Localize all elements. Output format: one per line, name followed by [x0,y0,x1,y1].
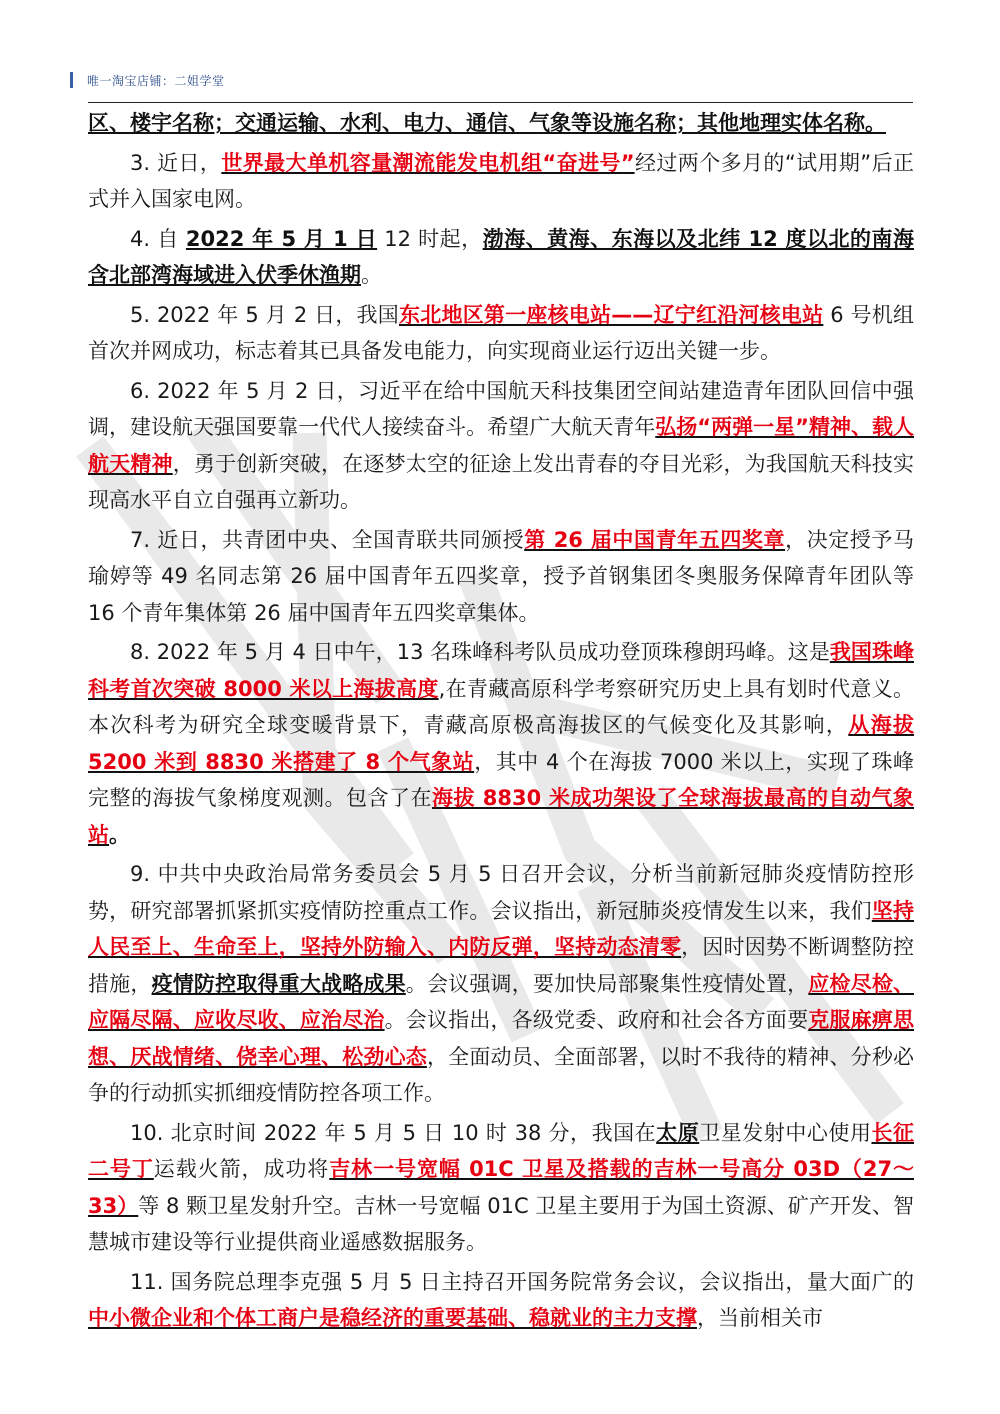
paragraph-4 [88,373,914,519]
paragraph-2 [88,221,914,294]
body-text: ，勇于创新突破，在逐梦太空的征途上发出青春的夺目光彩，为我国航天科技实现高水平自立自强再立新功。 [88,451,915,512]
body-text: 5. 2022 年 5 月 2 日，我国 [130,302,400,327]
bold-text: 。 [109,822,130,847]
body-text: 7. 近日，共青团中央、全国青联共同颁授 [130,527,525,552]
body-text: 运载火箭，成功将 [153,1157,330,1181]
red-highlight-text: 世界最大单机容量潮流能发电机组“奋进号” [221,150,635,175]
red-highlight-text: 应检尽检、应隔尽隔、应收尽收、应治尽治 [88,971,915,1032]
red-highlight-text: 吉林一号宽幅 01C 卫星及搭载的吉林一号高分 03D（27～33） [88,1157,915,1218]
body-text: ，当前相关市 [697,1306,823,1330]
body-text: 。会议强调，要加快局部聚集性疫情处置， [405,971,809,996]
body-text: 。 [361,263,382,287]
body-text: 4. 自 [130,226,186,251]
red-highlight-text: 克服麻痹思想、厌战情绪、侥幸心理、松劲心态 [88,1008,915,1069]
red-highlight-text: 坚持人民至上、生命至上，坚持外防输入、内防反弹，坚持动态清零 [88,898,914,959]
bold-underlined-text: 2022 年 5 月 1 日 [185,226,378,251]
red-highlight-text: 海拔 8830 米成功架设了全球海拔最高的自动气象站 [88,786,914,847]
paragraph-7 [88,856,914,1112]
body-text: 8. 2022 年 5 月 4 日中午，13 名珠峰科考队员成功登顶珠穆朗玛峰。这是 [130,640,830,664]
body-text: ，其中 4 个在海拔 7000 米以上，实现了珠峰完整的海拔气象梯度观测。包含了在 [88,749,915,810]
body-text: 9. 中共中央政治局常务委员会 5 月 5 日召开会议，分析当前新冠肺炎疫情防控形势，研究部署抓紧抓实疫情防控重点工作。会议指出，新冠肺炎疫情发生以来，我们 [88,862,914,923]
body-text: ，全面动员、全面部署，以时不我待的精神、分秒必争的行动抓实抓细疫情防控各项工作。 [88,1044,915,1105]
red-highlight-text: 我国珠峰科考首次突破 8000 米以上海拔高度 [88,640,915,701]
body-text: ,在青藏高原科学考察研究历史上具有划时代意义。本次科考为研究全球变暖背景下，青藏高原极高海拔区的气候变化及其影响， [88,676,914,737]
body-text: ，因时因势不断调整防控措施， [88,935,914,996]
body-text: 等 8 颗卫星发射升空。吉林一号宽幅 01C 卫星主要用于为国土资源、矿产开发、智慧城市建设等行业提供商业遥感数据服务。 [88,1193,914,1254]
body-text: 3. 近日， [130,150,222,175]
header-accent-bar [70,72,73,88]
body-text: 6. 2022 年 5 月 2 日，习近平在给中国航天科技集团空间站建造青年团队回信中强调，建设航天强国要靠一代代人接续奋斗。希望广大航天青年 [88,378,914,439]
header-shop-label: 唯一淘宝店铺：二姐学堂 [87,73,225,88]
body-text: ，决定授予马瑜婷等 49 名同志第 26 届中国青年五四奖章，授予首钢集团冬奥服务保障青年团队等 16 个青年集体第 26 届中国青年五四奖章集体。 [88,527,914,625]
body-text: 卫星发射中心使用 [699,1120,872,1145]
body-text: 10. 北京时间 2022 年 5 月 5 日 10 时 38 分，我国在 [130,1120,657,1145]
paragraph-1 [88,145,914,218]
paragraph-3 [88,297,914,370]
red-highlight-text: 从海拔 5200 米到 8830 米搭建了 8 个气象站 [88,713,915,774]
paragraph-5 [88,522,914,632]
body-text: 经过两个多月的“试用期”后正式并入国家电网。 [88,150,914,211]
bold-underlined-text: 疫情防控取得重大战略成果 [151,971,406,996]
body-text: 12 时起， [377,226,483,251]
red-highlight-text: 弘扬“两弹一星”精神、载人航天精神 [88,415,915,476]
header-divider [88,102,913,103]
body-text: 6 号机组首次并网成功，标志着其已具备发电能力，向实现商业运行迈出关键一步。 [88,302,915,363]
body-text: 。会议指出，各级党委、政府和社会各方面要 [384,1008,809,1032]
paragraph-9 [88,1264,914,1337]
document-body [88,105,914,1340]
bold-underlined-text: 渤海、黄海、东海以及北纬 12 度以北的南海含北部湾海域进入伏季休渔期 [88,226,914,287]
red-highlight-text: 第 26 届中国青年五四奖章 [524,527,786,552]
bold-underlined-text: 区、楼宇名称；交通运输、水利、电力、通信、气象等设施名称；其他地理实体名称。 [88,111,886,135]
page-header [70,70,225,90]
red-highlight-text: 长征二号丁 [88,1120,915,1181]
red-highlight-text: 中小微企业和个体工商户是稳经济的重要基础、稳就业的主力支撑 [88,1306,697,1330]
bold-underlined-text: 太原 [656,1120,700,1145]
red-highlight-text: 东北地区第一座核电站——辽宁红沿河核电站 [399,302,824,327]
paragraph-6 [88,634,914,853]
body-text: 11. 国务院总理李克强 5 月 5 日主持召开国务院常务会议，会议指出，量大面广的 [130,1269,914,1294]
paragraph-8 [88,1115,914,1261]
paragraph-0 [88,105,914,142]
